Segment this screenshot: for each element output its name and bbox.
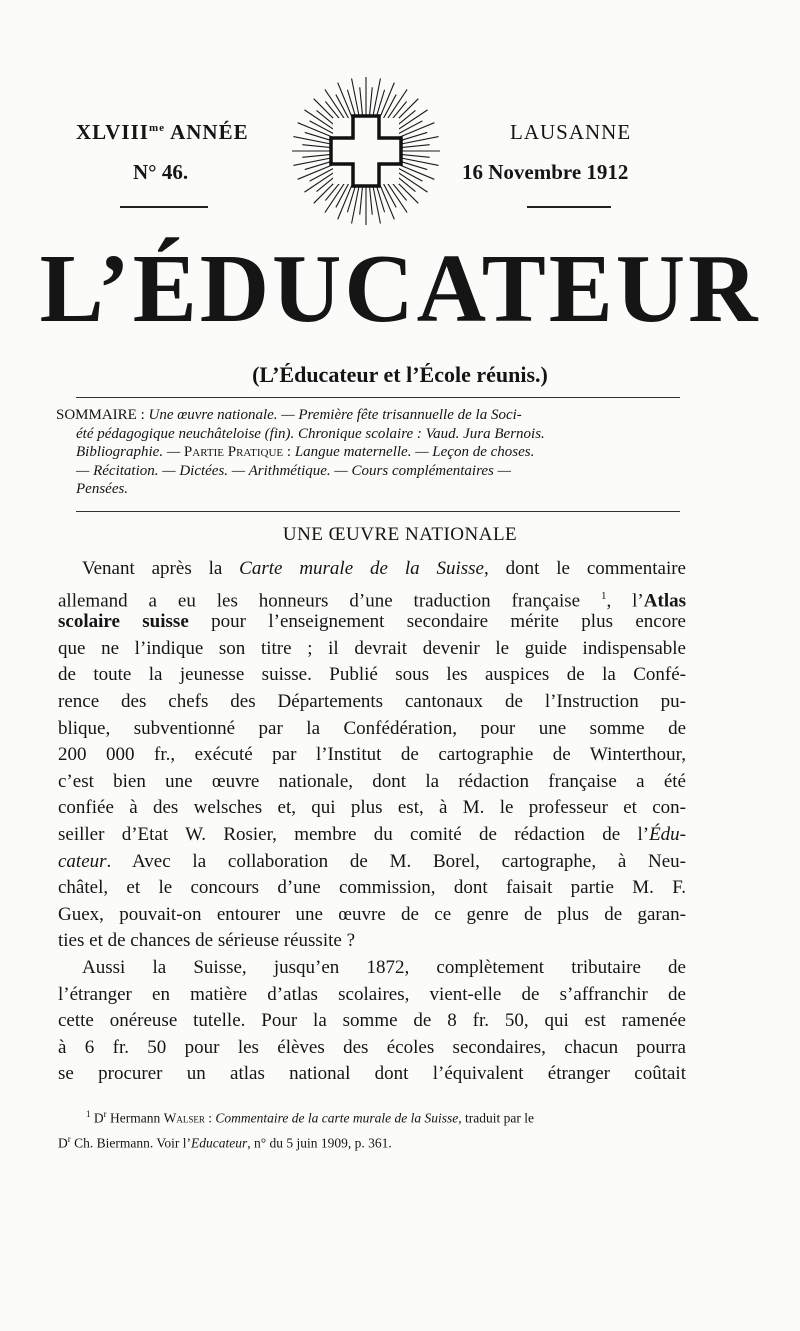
article-line: de toute la jeunesse suisse. Publié sous les auspices de la Confé- <box>58 664 686 686</box>
article-line: scolaire suisse pour l’enseignement secondaire mérite plus encore <box>58 611 686 633</box>
city: LAUSANNE <box>510 120 632 144</box>
article-line: que ne l’indique son titre ; il devrait devenir le guide indispensable <box>58 637 686 659</box>
masthead-subtitle: (L’Éducateur et l’École réunis.) <box>252 362 548 387</box>
article-line: l’étranger en matière d’atlas scolaires, vient-elle de s’affranchir de <box>58 983 686 1005</box>
article-line: cateur. Avec la collaboration de M. Borel, cartographe, à Neu- <box>58 850 686 872</box>
year-label <box>76 120 249 145</box>
divider-top <box>76 397 680 398</box>
article-line: à 6 fr. 50 pour les élèves des écoles secondaires, chacun pourra <box>58 1036 686 1058</box>
article-line: cette onéreuse tutelle. Pour la somme de 8 fr. 50, qui est ramenée <box>58 1010 686 1032</box>
sommaire-text: — Récitation. — Dictées. — Arithmétique. — Cours complémentaires — <box>76 462 511 479</box>
sommaire-text: été pédagogique neuchâteloise (fin). Chronique scolaire : Vaud. Jura Bernois. <box>76 425 545 442</box>
masthead-title: L’ÉDUCATEUR <box>39 235 761 343</box>
header-right-rule <box>527 206 611 208</box>
article-line: c’est bien une œuvre nationale, dont la rédaction française a été <box>58 770 686 792</box>
sommaire-text: Langue maternelle. — Leçon de choses. <box>294 444 535 460</box>
article-line: Aussi la Suisse, jusqu’en 1872, complètement tributaire de <box>82 956 686 978</box>
sommaire-label: SOMMAIRE : <box>56 407 149 423</box>
sommaire <box>56 406 682 499</box>
sommaire-line: Bibliographie. — Partie Pratique : Langue maternelle. — Leçon de choses. <box>76 444 535 460</box>
article-line: allemand a eu les honneurs d’une traduction française $^1$, l’Atlas <box>58 589 686 611</box>
sommaire-line <box>56 406 682 425</box>
date: 16 Novembre 1912 <box>462 160 629 184</box>
article-line: blique, subventionné par la Confédération, pour une somme de <box>58 717 686 739</box>
swiss-cross-emblem-icon <box>291 76 441 228</box>
footnote <box>58 1104 688 1153</box>
year-word: ANNÉE <box>170 120 249 144</box>
footnote-line: $D^r$ Ch. Biermann. Voir l’Educateur, n° du 5 juin 1909, p. 361. <box>58 1133 392 1150</box>
issue-number: N° 46. <box>133 160 189 184</box>
sommaire-text: Partie Pratique <box>183 444 284 460</box>
article-line: 200 000 fr., exécuté par l’Institut de cartographie de Winterthour, <box>58 744 686 766</box>
sommaire-line <box>56 462 682 481</box>
article-line: Venant après la Carte murale de la Suisse, dont le commentaire <box>82 558 686 579</box>
article-line: se procurer un atlas national dont l’équivalent étranger coûtait <box>58 1063 686 1085</box>
article-line: confiée à des welsches et, qui plus est, à M. le professeur et con- <box>58 797 686 819</box>
year-sup: me <box>148 122 165 134</box>
sommaire-text: Une œuvre nationale. — Première fête trisannuelle de la Soci- <box>148 407 522 423</box>
header-left-rule <box>120 206 208 208</box>
article-body <box>58 556 686 1088</box>
sommaire-line <box>56 425 682 444</box>
divider-bottom <box>76 511 680 512</box>
article-line: châtel, et le concours d’une commission, dont faisait partie M. F. <box>58 877 686 899</box>
year-roman: XLVIII <box>76 120 149 144</box>
article-line: ties et de chances de sérieuse réussite ? <box>58 930 356 952</box>
sommaire-line <box>56 480 682 499</box>
footnote-line: $^1$ $D^r$ Hermann Walser : Commentaire de la carte murale de la Suisse, traduit par le <box>86 1109 534 1126</box>
article-line: Guex, pouvait-on entourer une œuvre de ce genre de plus de garan- <box>58 903 686 925</box>
sommaire-text: Pensées. <box>76 481 129 497</box>
article-title: UNE ŒUVRE NATIONALE <box>282 524 518 545</box>
article-line: seiller d’Etat W. Rosier, membre du comité de rédaction de l’Édu- <box>58 823 686 845</box>
article-line: rence des chefs des Départements cantonaux de l’Instruction pu- <box>58 690 686 712</box>
sommaire-text: Bibliographie. — <box>76 444 184 460</box>
